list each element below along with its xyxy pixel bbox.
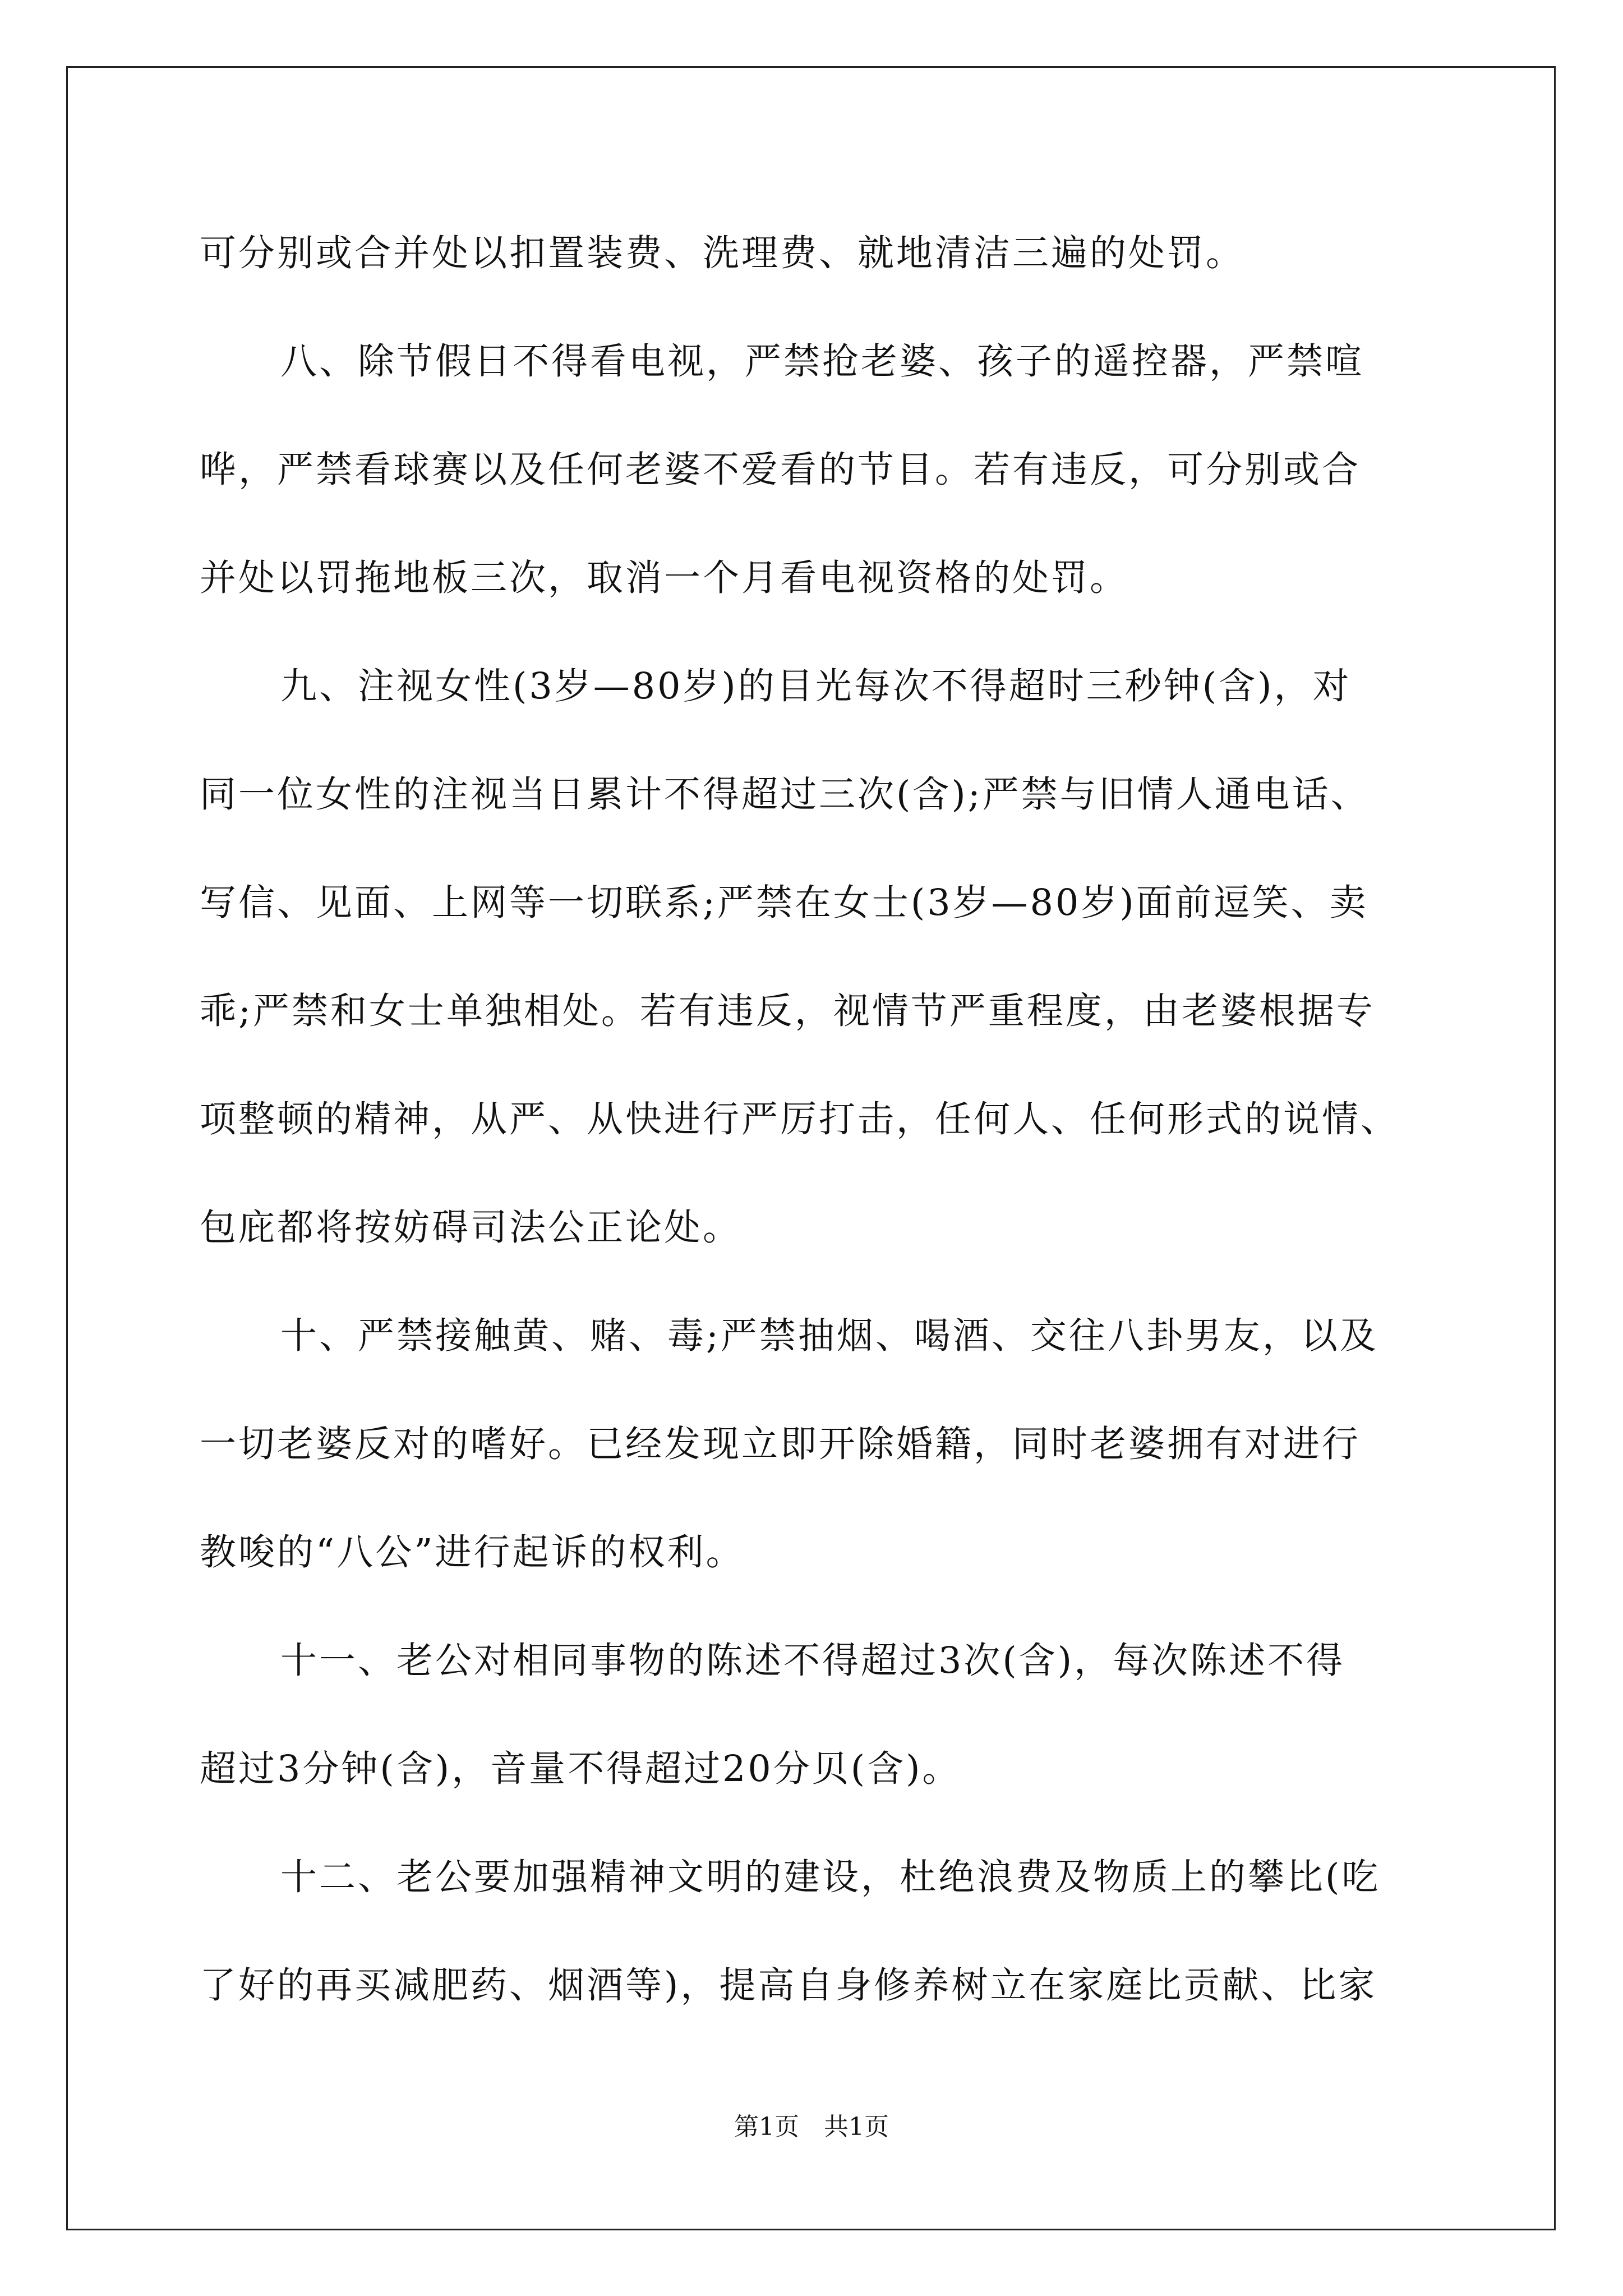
paragraph-4 [200, 1282, 1426, 1607]
text-line: 可分别或合并处以扣置装费、洗理费、就地清洁三遍的处罚。 [200, 232, 1245, 274]
text-line: 哗，严禁看球赛以及任何老婆不爱看的节目。若有违反，可分别或合 [200, 449, 1361, 491]
paragraph-1 [200, 199, 1426, 307]
text-line: 十二、老公要加强精神文明的建设，杜绝浪费及物质上的攀比(吃 [280, 1856, 1381, 1898]
paragraph-5 [200, 1607, 1426, 1823]
text-line: 十一、老公对相同事物的陈述不得超过3次(含)，每次陈述不得 [280, 1640, 1345, 1682]
text-line: 十、严禁接触黄、赌、毒;严禁抽烟、喝酒、交往八卦男友，以及 [280, 1315, 1378, 1357]
text-line: 一切老婆反对的嗜好。已经发现立即开除婚籍，同时老婆拥有对进行 [200, 1423, 1361, 1465]
page-footer [0, 2110, 1623, 2144]
page-total: 共1页 [824, 2113, 889, 2141]
paragraph-2 [200, 307, 1426, 632]
paragraph-6 [200, 1823, 1426, 2040]
document-body [200, 199, 1426, 2040]
page-number: 第1页 [734, 2113, 799, 2141]
text-line: 乖;严禁和女士单独相处。若有违反，视情节严重程度，由老婆根据专 [200, 990, 1375, 1032]
text-line: 教唆的“八公”进行起诉的权利。 [200, 1531, 745, 1573]
text-line: 项整顿的精神，从严、从快进行严厉打击，任何人、任何形式的说情、 [200, 1098, 1400, 1140]
text-line: 写信、见面、上网等一切联系;严禁在女士(3岁—80岁)面前逗笑、卖 [200, 882, 1368, 924]
text-line: 超过3分钟(含)，音量不得超过20分贝(含)。 [200, 1748, 961, 1790]
text-line: 九、注视女性(3岁—80岁)的目光每次不得超时三秒钟(含)，对 [280, 665, 1352, 707]
text-line: 并处以罚拖地板三次，取消一个月看电视资格的处罚。 [200, 557, 1129, 599]
text-line: 同一位女性的注视当日累计不得超过三次(含);严禁与旧情人通电话、 [200, 774, 1370, 816]
text-line: 包庇都将按妨碍司法公正论处。 [200, 1207, 742, 1249]
paragraph-3 [200, 632, 1426, 1282]
text-line: 八、除节假日不得看电视，严禁抢老婆、孩子的遥控器，严禁喧 [280, 341, 1364, 383]
text-line: 了好的再买减肥药、烟酒等)，提高自身修养树立在家庭比贡献、比家 [200, 1964, 1377, 2007]
